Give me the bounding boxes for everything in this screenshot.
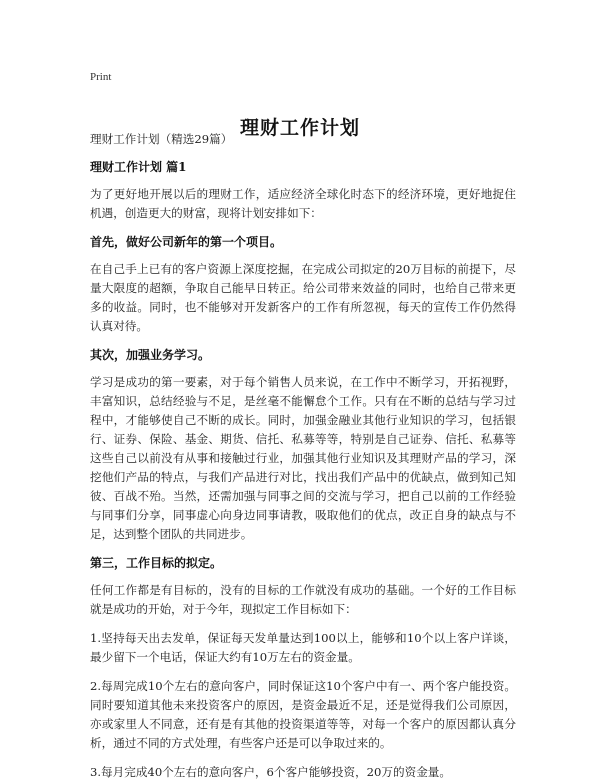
goal-item-2: 2.每周完成10个左右的意向客户，同时保证这10个客户中有一、两个客户能投资。同时要知道其他未来投资客户的原因，是资金最近不足，还是觉得我们公司原因，亦或家里人不同意，还有是有其他的投资渠道等等，对每一个客户的原因都认真分析，通过不同的方式处理，有些客户还是可以争取过来的。 — [90, 679, 516, 750]
section3-heading: 第三，工作目标的拟定。 — [90, 556, 223, 570]
section2-heading: 其次，加强业务学习。 — [90, 348, 211, 362]
section2-paragraph: 学习是成功的第一要素，对于每个销售人员来说，在工作中不断学习，开拓视野，丰富知识，总结经验与不足，是丝毫不能懈怠个工作。只有在不断的总结与学习过程中，才能够使自己不断的成长。同时，加强金融业其他行业知识的学习，包括银行、证券、保险、基金、期货、信托、私募等等，特别是自己证券、信托、私募等这些自己以前没有从事和接触过行业，加强其他行业知识及其理财产品的学习，深挖他们产品的特点，与我们产品进行对比，找出我们产品中的优缺点，做到知己知彼、百战不殆。当然，还需加强与同事之间的交流与学习，把自己以前的工作经验与同事们分享，同事虚心向身边同事请教，吸取他们的优点，改正自身的缺点与不足，达到整个团队的共同进步。 — [90, 375, 516, 541]
section1-paragraph: 在自己手上已有的客户资源上深度挖掘，在完成公司拟定的20万目标的前提下，尽量大限度的超额，争取自己能早日转正。给公司带来效益的同时，也给自己带来更多的收益。同时，也不能够对开发新客户的工作有所忽视，每天的宣传工作仍然得认真对待。 — [90, 262, 516, 333]
article-heading: 理财工作计划 篇1 — [90, 160, 187, 174]
print-link[interactable]: Print — [90, 71, 112, 83]
intro-paragraph: 为了更好地开展以后的理财工作，适应经济全球化时态下的经济环境，更好地捉住机遇，创造更大的财富，现将计划安排如下： — [90, 187, 516, 220]
section1-heading: 首先，做好公司新年的第一个项目。 — [90, 235, 283, 249]
goal-item-3: 3.每月完成40个左右的意向客户，6个客户能够投资，20万的资金量。 — [90, 765, 451, 779]
page-title: 理财工作计划 — [239, 116, 360, 139]
section3-paragraph: 任何工作都是有目标的，没有的目标的工作就没有成功的基础。一个好的工作目标就是成功的开始，对于今年，现拟定工作目标如下： — [90, 583, 516, 616]
goal-item-1: 1.坚持每天出去发单，保证每天发单量达到100以上，能够和10个以上客户详谈，最少留下一个电话，保证大约有10万左右的资金量。 — [90, 631, 516, 664]
document-subtitle: 理财工作计划（精选29篇） — [90, 132, 233, 146]
document-body — [90, 130, 516, 782]
